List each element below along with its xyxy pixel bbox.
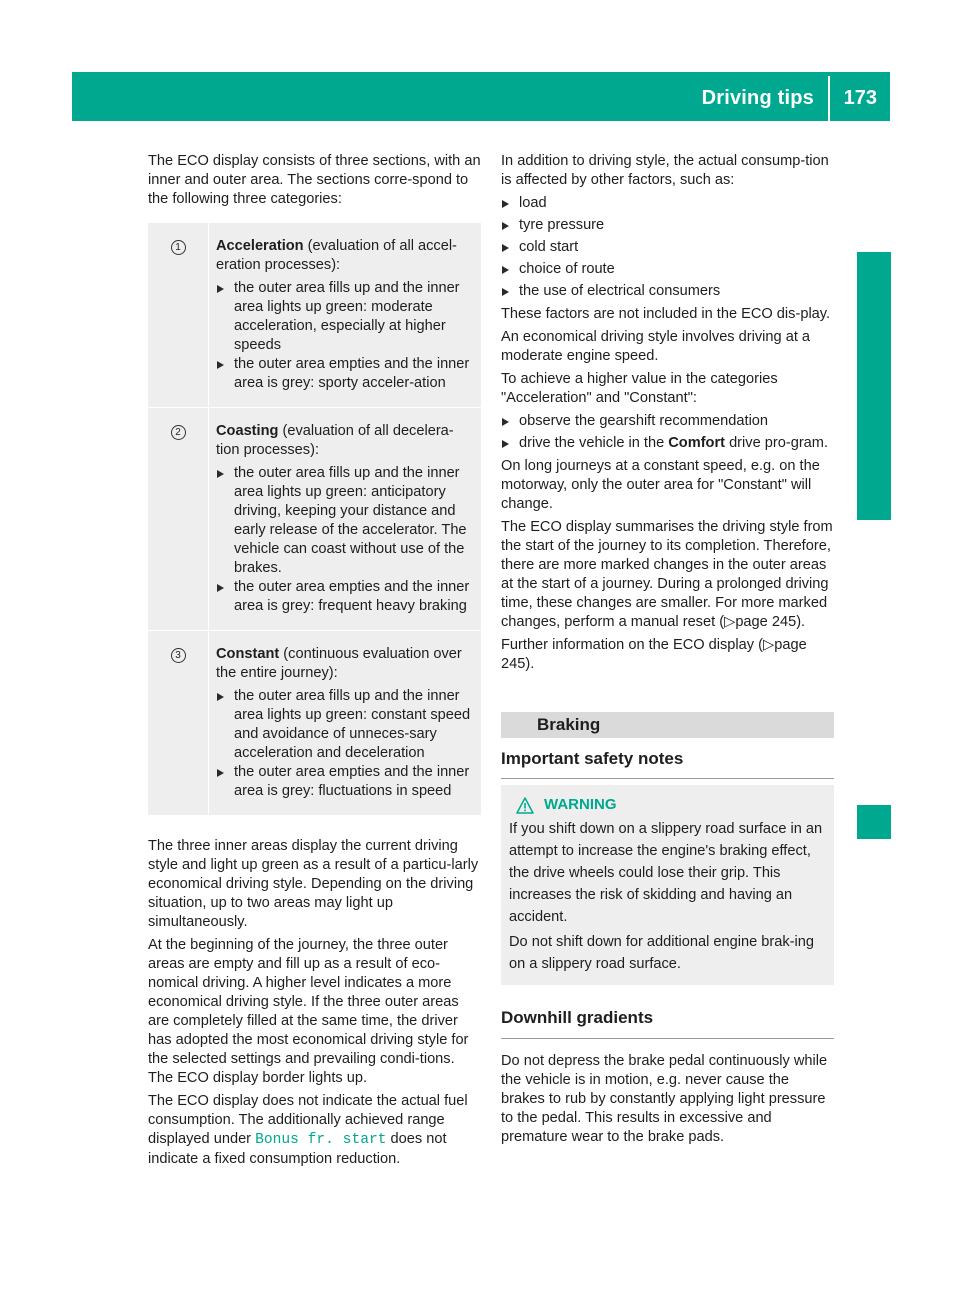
category-desc-text: (evaluation of all accel-eration processes): — [216, 238, 457, 273]
category-row — [148, 630, 481, 815]
triangle-bullet-icon — [217, 584, 224, 592]
category-bullets — [216, 464, 473, 616]
paragraph: To achieve a higher value in the categories "Acceleration" and "Constant": — [501, 371, 778, 406]
warning-label: WARNING — [544, 796, 617, 813]
triangle-bullet-icon — [217, 285, 224, 293]
header-divider — [828, 76, 830, 121]
display-message-bonus: Bonus fr. start — [255, 1132, 387, 1148]
eco-explanation — [148, 837, 483, 1169]
section-title: Driving tips — [701, 87, 814, 109]
triangle-bullet-icon — [217, 470, 224, 478]
paragraph-text: Further information on the ECO display ( — [501, 637, 763, 653]
right-column — [501, 152, 834, 1151]
list-item-text: the outer area fills up and the inner area lights up green: anticipatory driving, keeping your distance and early release of the accelerator. The vehicle can coast without use of the brakes. — [234, 465, 467, 576]
category-bullets — [216, 279, 473, 393]
page-reference-arrow-icon: ▷ — [724, 614, 736, 630]
paragraph-text: ). — [796, 614, 806, 630]
downhill-text: Do not depress the brake pedal continuously while the vehicle is in motion, e.g. never cause the brakes to rub by constantly applying light pressure to the pedal. This results in excessive and premature wear to the brake pads. — [501, 1053, 828, 1145]
category-row — [148, 223, 481, 407]
category-number-cell — [148, 408, 209, 630]
side-tab-label: Driving and parking — [861, 282, 884, 480]
triangle-bullet-icon — [502, 288, 509, 296]
factors-list — [501, 194, 834, 301]
paragraph — [148, 1092, 483, 1169]
left-column — [148, 152, 483, 1173]
list-item — [501, 282, 834, 301]
list-item-text: drive the vehicle in the — [519, 435, 669, 451]
category-number: 3 — [171, 648, 186, 663]
list-item — [501, 216, 834, 235]
paragraph-text: The ECO display summarises the driving style from the start of the journey to its completion. Therefore, there are more marked changes in the outer areas at the start of a journey. During a prolonged driving time, these changes are smaller. For more marked changes, perform a manual reset ( — [501, 519, 833, 630]
paragraph — [501, 636, 834, 674]
list-item-text: cold start — [519, 239, 579, 255]
list-item-text: the outer area empties and the inner area is grey: sporty acceler-ation — [234, 356, 470, 391]
list-item — [216, 464, 473, 578]
list-item-text: the outer area empties and the inner area is grey: fluctuations in speed — [234, 764, 470, 799]
braking-section-bar: Braking — [501, 712, 834, 738]
triangle-bullet-icon — [502, 222, 509, 230]
list-item-text: choice of route — [519, 261, 615, 277]
category-description — [216, 645, 473, 683]
list-item-text: load — [519, 195, 547, 211]
triangle-bullet-icon — [217, 361, 224, 369]
warning-title — [509, 795, 826, 815]
page-reference[interactable]: page 245 — [735, 614, 797, 630]
paragraph: These factors are not included in the ECO dis-play. — [501, 306, 831, 322]
list-item — [501, 260, 834, 279]
triangle-bullet-icon — [502, 418, 509, 426]
list-item — [501, 412, 834, 431]
list-item-text: observe the gearshift recommendation — [519, 413, 769, 429]
triangle-bullet-icon — [502, 200, 509, 208]
list-item-text: drive pro-gram. — [725, 435, 829, 451]
page-number: 173 — [843, 87, 877, 109]
paragraph: On long journeys at a constant speed, e.g. on the motorway, only the outer area for "Constant" will change. — [501, 458, 820, 512]
category-name: Coasting — [216, 423, 279, 439]
warning-text: If you shift down on a slippery road surface in an attempt to increase the engine's braking effect, the drive wheels could lose their grip. This increases the risk of skidding and having an accident. — [509, 821, 823, 925]
triangle-bullet-icon — [217, 693, 224, 701]
warning-triangle-icon — [516, 797, 534, 814]
category-description — [216, 422, 473, 460]
list-item — [501, 434, 834, 453]
paragraph-text: does not indicate a fixed consumption reduction. — [148, 1131, 447, 1167]
warning-box — [501, 785, 834, 985]
category-description — [216, 237, 473, 275]
category-body — [209, 631, 481, 815]
list-item — [216, 578, 473, 616]
page-reference-arrow-icon: ▷ — [763, 637, 775, 653]
downhill-heading: Downhill gradients — [501, 1007, 834, 1039]
triangle-bullet-icon — [502, 244, 509, 252]
page-reference[interactable]: page 245 — [501, 637, 807, 672]
paragraph-text: ). — [525, 656, 535, 672]
category-number-cell — [148, 631, 209, 815]
warning-text: Do not shift down for additional engine brak-ing on a slippery road surface. — [509, 934, 815, 972]
drive-program-name: Comfort — [668, 435, 726, 451]
paragraph: The three inner areas display the current driving style and light up green as a result of a particu-larly economical driving style. Depending on the driving situation, up to two areas may light up simultaneously. — [148, 838, 479, 930]
category-number: 1 — [171, 240, 186, 255]
category-number: 2 — [171, 425, 186, 440]
paragraph — [501, 518, 834, 632]
category-name: Acceleration — [216, 238, 304, 254]
list-item — [501, 194, 834, 213]
category-desc-text: (continuous evaluation over the entire journey): — [216, 646, 462, 681]
header-band — [72, 72, 890, 121]
list-item — [216, 687, 473, 763]
tips-list — [501, 412, 834, 453]
list-item-text: the outer area empties and the inner area is grey: frequent heavy braking — [234, 579, 470, 614]
side-marker-block — [857, 805, 891, 839]
eco-intro: The ECO display consists of three sections, with an inner and outer area. The sections corre-spond to the following three categories: — [148, 153, 481, 207]
list-item — [501, 238, 834, 257]
triangle-bullet-icon — [502, 266, 509, 274]
category-body — [209, 223, 481, 407]
category-row — [148, 407, 481, 630]
category-desc-text: (evaluation of all decelera-tion processes): — [216, 423, 454, 458]
list-item-text: the outer area fills up and the inner area lights up green: moderate acceleration, especially at higher speeds — [234, 280, 460, 353]
paragraph: An economical driving style involves driving at a moderate engine speed. — [501, 329, 811, 364]
triangle-bullet-icon — [217, 769, 224, 777]
list-item — [216, 355, 473, 393]
category-body — [209, 408, 481, 630]
list-item-text: the outer area fills up and the inner area lights up green: constant speed and avoidance of unneces-sary acceleration and deceleration — [234, 688, 471, 761]
list-item — [216, 763, 473, 801]
paragraph: At the beginning of the journey, the three outer areas are empty and fill up as a result of eco-nomical driving. A higher level indicates a more economical driving style. If the three outer areas are completely filled at the same time, the driver has adopted the most economical driving style for the selected settings and prevailing condi-tions. The ECO display border lights up. — [148, 937, 469, 1086]
category-name: Constant — [216, 646, 280, 662]
category-bullets — [216, 687, 473, 801]
list-item-text: the use of electrical consumers — [519, 283, 721, 299]
category-table — [148, 223, 481, 815]
category-number-cell — [148, 223, 209, 407]
paragraph-text: The ECO display does not indicate the actual fuel consumption. The additionally achieved range displayed under — [148, 1093, 468, 1147]
list-item — [216, 279, 473, 355]
factors-intro: In addition to driving style, the actual consump-tion is affected by other factors, such as: — [501, 153, 829, 188]
triangle-bullet-icon — [502, 440, 509, 448]
safety-notes-heading: Important safety notes — [501, 748, 834, 779]
list-item-text: tyre pressure — [519, 217, 605, 233]
